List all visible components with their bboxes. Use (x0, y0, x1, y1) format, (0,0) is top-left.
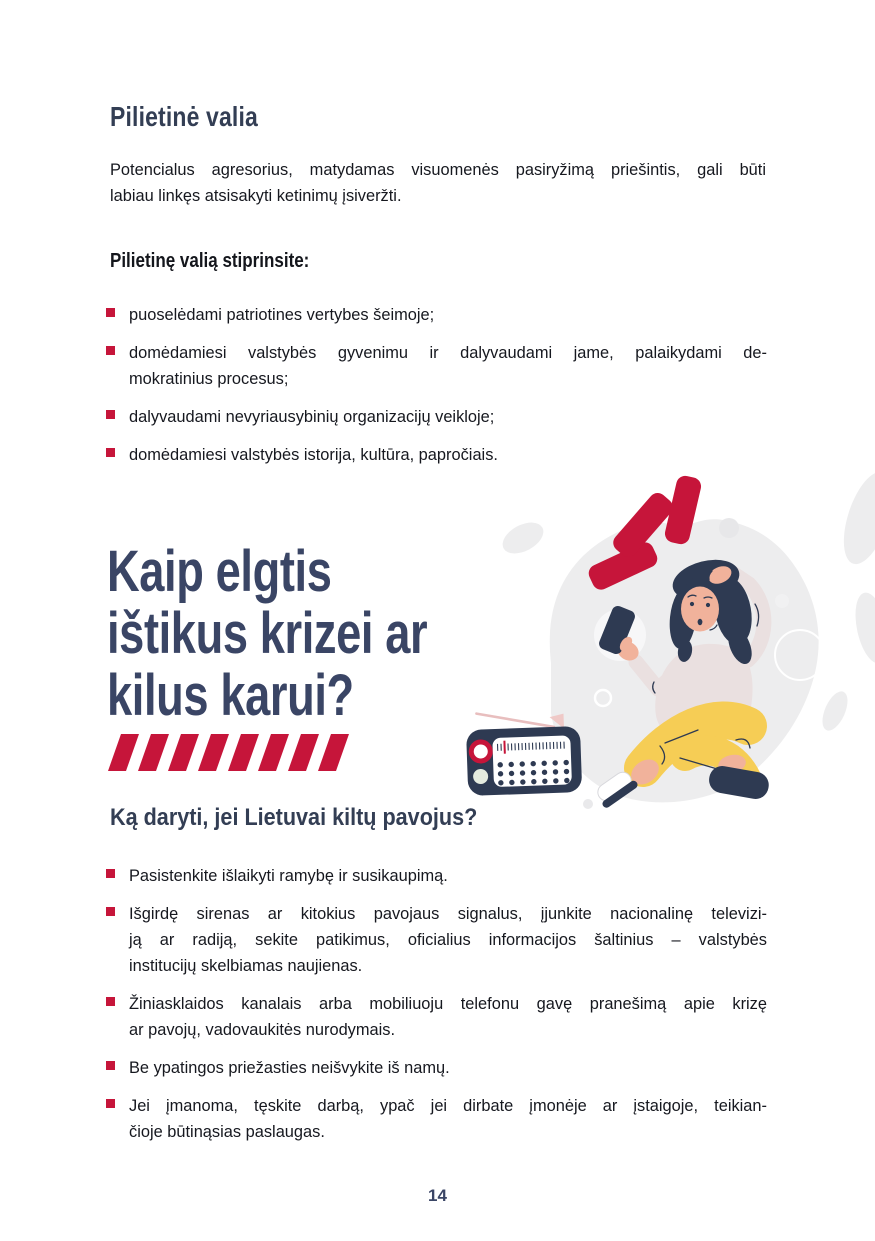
bullet-square-icon (106, 907, 115, 916)
list-item (105, 1093, 767, 1145)
list-item (105, 1055, 767, 1081)
bullet-square-icon (106, 346, 115, 355)
dot-circle (719, 518, 739, 538)
text-line: mokratinius procesus; (129, 370, 289, 388)
bullet-square-icon (106, 997, 115, 1006)
text-line: domėdamiesi valstybės gyvenimu ir dalyvaudami jame, palaikydami de- (129, 344, 767, 362)
bullet-text (129, 863, 767, 889)
list-item (105, 340, 767, 392)
bullet-square-icon (106, 1061, 115, 1070)
bullet-text (129, 340, 767, 392)
civic-will-list (105, 302, 767, 480)
text-line: Jei įmanoma, tęskite darbą, ypač jei dirbate įmonėje ar įstaigoje, teikian- (129, 1097, 767, 1115)
dot-circle (775, 594, 789, 608)
text-line: domėdamiesi valstybės istorija, kultūra, papročiais. (129, 446, 498, 464)
text-line: Žiniasklaidos kanalais arba mobiliuoju telefonu gavę pranešimą apie krizę (129, 995, 767, 1013)
dot-circle (583, 799, 593, 809)
bullet-text (129, 302, 767, 328)
text-line: Potencialus agresorius, matydamas visuomenės pasiryžimą priešintis, gali būti (110, 161, 766, 179)
text-line: labiau linkęs atsisakyti ketinimų įsiveržti. (110, 187, 402, 205)
bullet-text (129, 1093, 767, 1145)
intro-paragraph (110, 157, 766, 209)
bullet-text (129, 991, 767, 1043)
text-line: Kaip elgtis (107, 539, 332, 604)
text-line: dalyvaudami nevyriausybinių organizacijų veikloje; (129, 408, 495, 426)
list-item (105, 901, 767, 979)
subheading-strengthen: Pilietinę valią stiprinsite: (110, 250, 310, 272)
subheading-danger: Ką daryti, jei Lietuvai kiltų pavojus? (110, 804, 478, 831)
text-line: ją ar radiją, sekite patikimus, oficialius informacijos šaltinius – valstybės (129, 931, 767, 949)
text-line: Išgirdę sirenas ar kitokius pavojaus signalus, įjunkite nacionalinę televizi- (129, 905, 767, 923)
bullet-text (129, 404, 767, 430)
radio-knob-red (471, 742, 491, 762)
list-item (105, 302, 767, 328)
page-number: 14 (428, 1186, 447, 1205)
bullet-text (129, 901, 767, 979)
bullet-square-icon (106, 448, 115, 457)
text-line: puoselėdami patriotines vertybes šeimoje; (129, 306, 435, 324)
red-stripes-icon (108, 734, 350, 772)
text-line: ištikus krizei ar (107, 601, 428, 666)
chapter-heading (107, 541, 427, 727)
right-shoe (707, 764, 771, 801)
crisis-actions-list (105, 863, 767, 1157)
text-line: Pasistenkite išlaikyti ramybę ir susikaupimą. (129, 867, 448, 885)
bullet-square-icon (106, 1099, 115, 1108)
text-line: ar pavojų, vadovaukitės nurodymais. (129, 1021, 396, 1039)
bullet-text (129, 1055, 767, 1081)
text-line: čioje būtinąsias paslaugas. (129, 1123, 325, 1141)
section-title: Pilietinė valia (110, 101, 258, 132)
bullet-square-icon (106, 410, 115, 419)
text-line: institucijų skelbiamas naujienas. (129, 957, 363, 975)
text-line: kilus karui? (107, 663, 354, 728)
bullet-square-icon (106, 869, 115, 878)
list-item (105, 863, 767, 889)
bullet-square-icon (106, 308, 115, 317)
crisis-illustration (448, 458, 875, 814)
text-line: Be ypatingos priežasties neišvykite iš namų. (129, 1059, 450, 1077)
list-item (105, 404, 767, 430)
list-item (105, 991, 767, 1043)
outline-circle (554, 546, 569, 561)
radio-antenna (476, 711, 554, 730)
